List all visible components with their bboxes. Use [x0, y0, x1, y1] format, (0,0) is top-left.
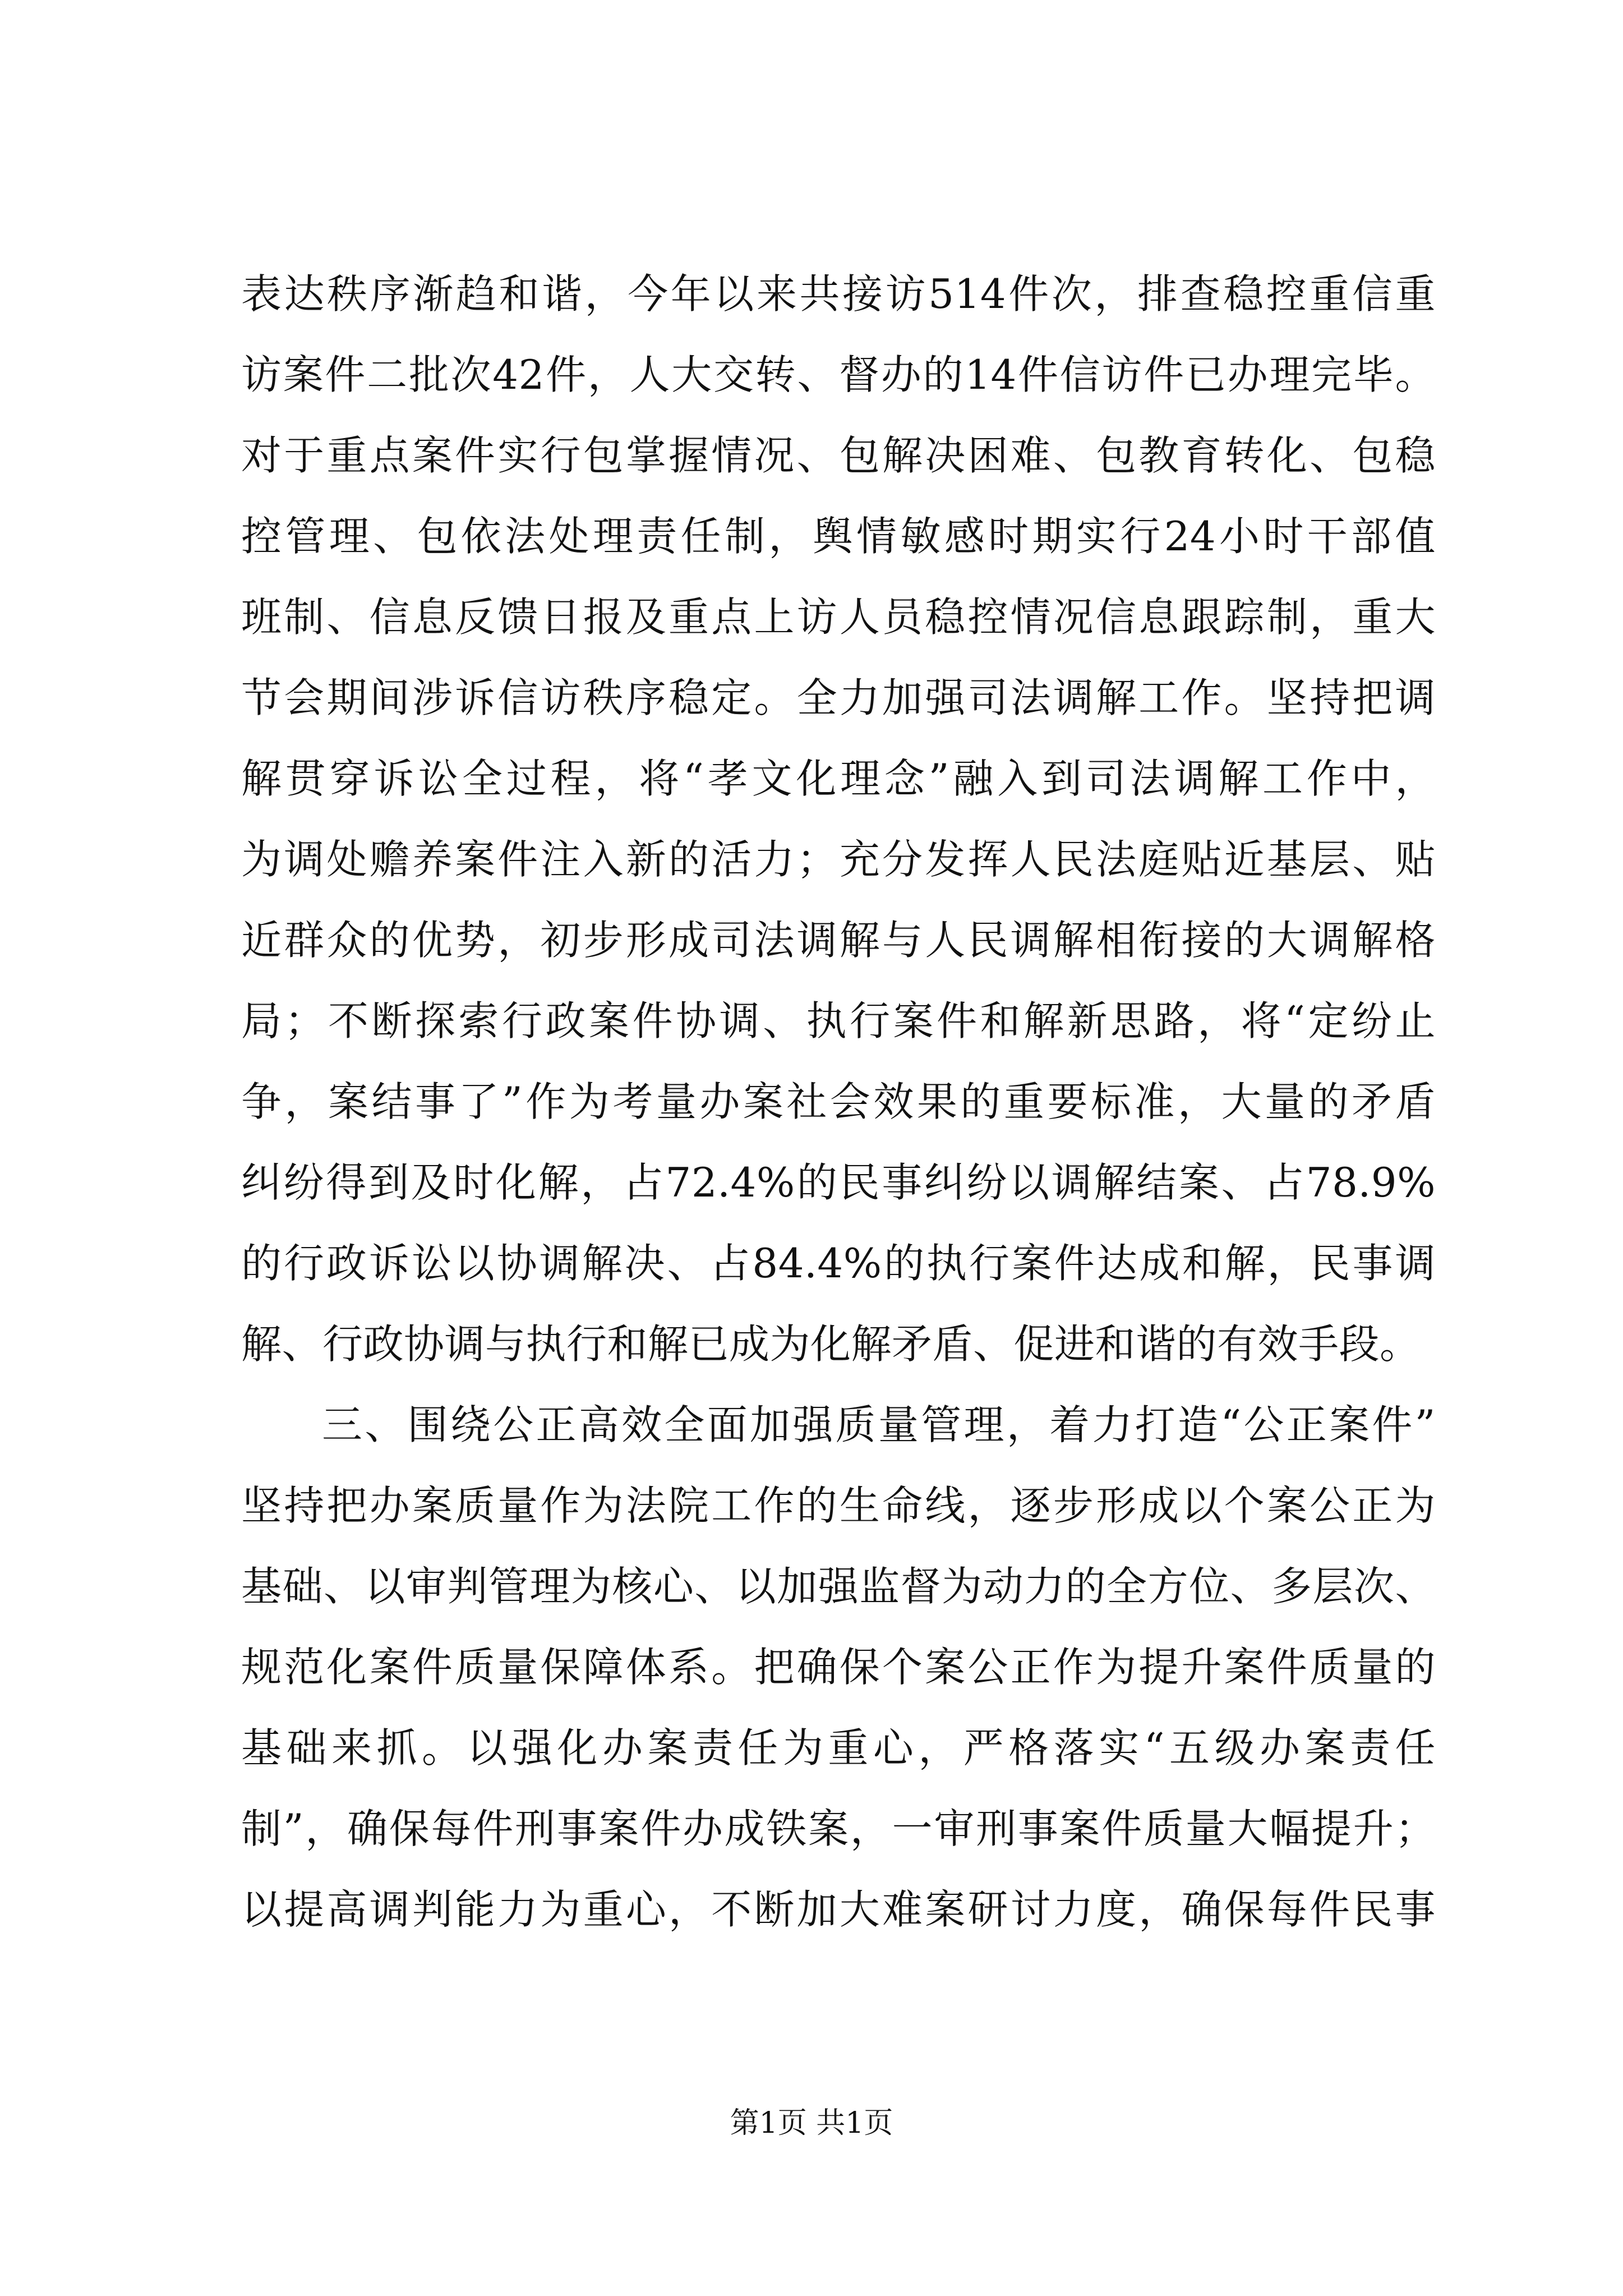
text-line: 表达秩序渐趋和谐，今年以来共接访514件次，排查稳控重信重: [241, 270, 1436, 318]
text-line: 解贯穿诉讼全过程，将“孝文化理念”融入到司法调解工作中，: [241, 755, 1436, 802]
text-line: 对于重点案件实行包掌握情况、包解决困难、包教育转化、包稳: [241, 432, 1436, 479]
body-text: [241, 254, 1436, 1950]
text-line: 近群众的优势，初步形成司法调解与人民调解相衔接的大调解格: [241, 917, 1436, 964]
text-line: 访案件二批次42件，人大交转、督办的14件信访件已办理完毕。: [241, 351, 1436, 398]
page-footer: 第1页 共1页: [730, 2106, 893, 2140]
text-line: 为调处赡养案件注入新的活力；充分发挥人民法庭贴近基层、贴: [241, 836, 1436, 883]
text-line: 班制、信息反馈日报及重点上访人员稳控情况信息跟踪制，重大: [241, 593, 1436, 641]
text-line: 局；不断探索行政案件协调、执行案件和解新思路，将“定纷止: [241, 997, 1436, 1045]
text-line: 规范化案件质量保障体系。把确保个案公正作为提升案件质量的: [241, 1644, 1436, 1691]
text-line: 节会期间涉诉信访秩序稳定。全力加强司法调解工作。坚持把调: [241, 674, 1436, 721]
text-line: 争，案结事了”作为考量办案社会效果的重要标准，大量的矛盾: [241, 1078, 1436, 1125]
text-line: 基础来抓。以强化办案责任为重心，严格落实“五级办案责任: [241, 1724, 1436, 1772]
text-line: 解、行政协调与执行和解已成为化解矛盾、促进和谐的有效手段。: [241, 1320, 1421, 1368]
text-line: 制”，确保每件刑事案件办成铁案，一审刑事案件质量大幅提升；: [241, 1805, 1436, 1852]
text-line: 基础、以审判管理为核心、以加强监督为动力的全方位、多层次、: [241, 1563, 1436, 1610]
section-heading: 三、围绕公正高效全面加强质量管理，着力打造“公正案件”: [322, 1401, 1436, 1448]
text-line: 的行政诉讼以协调解决、占84.4%的执行案件达成和解，民事调: [241, 1240, 1436, 1287]
text-line: 以提高调判能力为重心，不断加大难案研讨力度，确保每件民事: [241, 1886, 1436, 1933]
text-line: 控管理、包依法处理责任制，舆情敏感时期实行24小时干部值: [241, 513, 1436, 560]
text-line: 纠纷得到及时化解，占72.4%的民事纠纷以调解结案、占78.9%: [241, 1159, 1436, 1206]
text-line: 坚持把办案质量作为法院工作的生命线，逐步形成以个案公正为: [241, 1482, 1436, 1529]
